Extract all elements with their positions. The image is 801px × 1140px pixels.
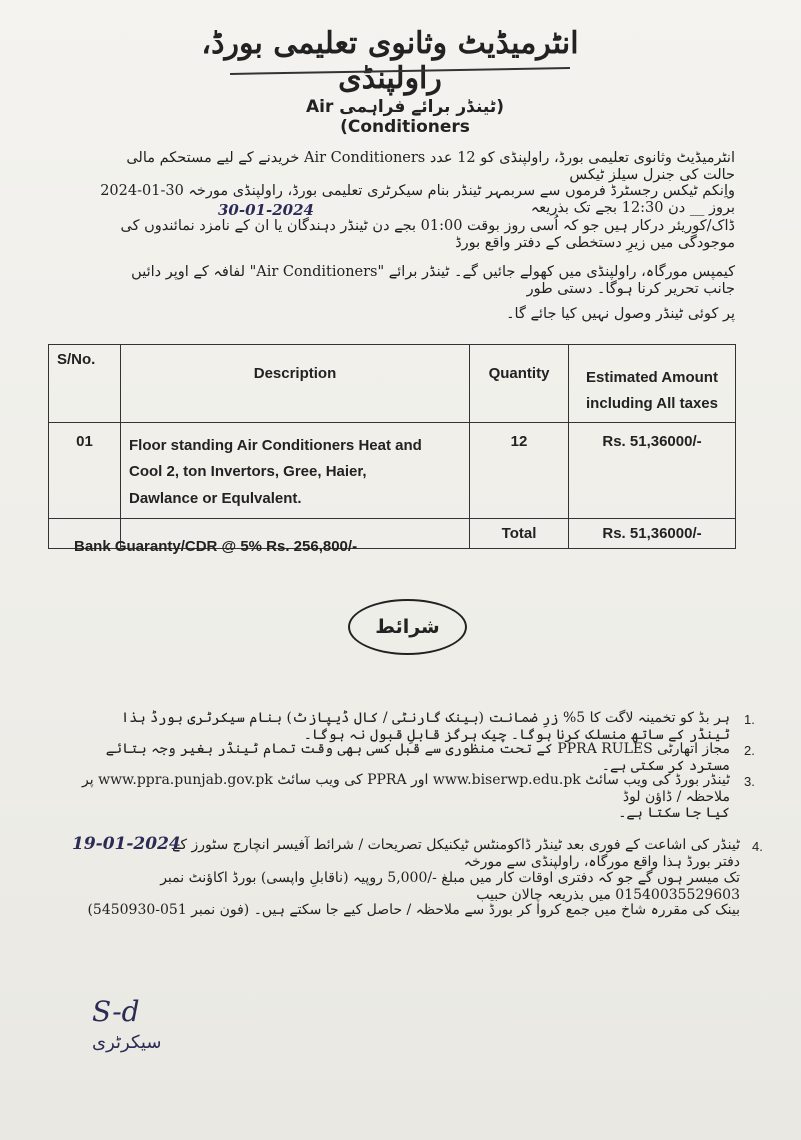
intro-line-4: کیمپس مورگاہ، راولپنڈی میں کھولے جائیں گے۔ ٹینڈر برائے "Air Conditioners" لفافہ کے اوپر دائیں جانب تحریر کرنا ہوگا۔ دستی طور — [131, 264, 735, 298]
condition-2-number: 2. — [744, 743, 755, 758]
handwritten-availability-date: 19-01-2024 — [72, 834, 181, 854]
condition-1: ہر بڈ کو تخمینہ لاگت کا 5% زرِ ضمانت (بینک گارنٹی / کال ڈیپازٹ) بنام سیکرٹری بورڈ ہذا ٹینڈر کے ساتھ منسلک کرنا ہوگا۔ چیک ہرگز قابلِ قبول نہ ہوگا۔ — [121, 710, 730, 743]
row-description: Floor standing Air Conditioners Heat and Cool 2, ton Invertors, Gree, Haier, Dawlance or Equlvalent. — [121, 423, 470, 519]
header-sno: S/No. — [49, 345, 121, 423]
condition-1-number: 1. — [744, 712, 755, 727]
condition-3-number: 3. — [744, 774, 755, 789]
total-amount: Rs. 51,36000/- — [569, 518, 736, 548]
condition-4-line-3: بینک کی مقررہ شاخ میں جمع کروا کر بورڈ سے ملاحظہ / حاصل کیے جا سکتے ہیں۔ (فون نمبر 051-5450930) — [87, 902, 740, 918]
row-sno: 01 — [49, 423, 121, 519]
conditions-heading — [348, 599, 467, 655]
condition-4-line-1: ٹینڈر کی اشاعت کے فوری بعد ٹینڈر ڈاکومنٹس ٹیکنیکل تصریحات / شرائط آفیسر انچارج سٹورز کے دفتر بورڈ ہذا واقع مورگاہ، راولپنڈی سے مورخہ — [172, 837, 740, 870]
tender-subtitle: (ٹینڈر برائے فراہمی Air Conditioners) — [306, 97, 504, 137]
header-description: Description — [121, 345, 470, 423]
condition-3-line-1: ٹینڈر بورڈ کی ویب سائٹ www.biserwp.edu.pk اور PPRA کی ویب سائٹ www.ppra.punjab.gov.pk پر ملاحظہ / ڈاؤن لوڈ — [82, 772, 730, 805]
condition-2: مجاز اتھارٹی PPRA RULES کے تحت منظوری سے قبل کسی بھی وقت تمام ٹینڈر بغیر وجہ بتائے مسترد کر سکتی ہے۔ — [105, 741, 730, 774]
tender-items-table — [48, 344, 736, 549]
conditions-heading-text: شرائط — [375, 616, 440, 638]
intro-line-5: پر کوئی ٹینڈر وصول نہیں کیا جائے گا۔ — [506, 306, 735, 322]
condition-4-number: 4. — [752, 839, 763, 854]
signature-mark: S-d — [92, 995, 140, 1028]
signatory-title: سیکرٹری — [92, 1032, 162, 1053]
bank-guarantee: Bank Guaranty/CDR @ 5% Rs. 256,800/- — [74, 538, 358, 555]
condition-4-line-2: تک میسر ہوں گے جو کہ دفتری اوقات کار میں مبلغ -/5,000 روپیہ (ناقابلِ واپسی) بورڈ اکاؤنٹ نمبر 01540035529603 میں بذریعہ چالان حبیب — [160, 870, 740, 903]
total-label: Total — [470, 518, 569, 548]
header-estimated-amount: Estimated Amount including All taxes — [569, 345, 736, 423]
intro-line-3: ڈاک/کوریئر درکار ہیں جو کہ اُسی روز بوقت 01:00 بجے دن ٹینڈر دہندگان یا ان کے نامزد نمائندوں کی موجودگی میں زیرِ دستخطی کے دفتر واقع بورڈ — [120, 218, 735, 252]
board-title: انٹرمیڈیٹ وثانوی تعلیمی بورڈ، راولپنڈی — [201, 26, 579, 96]
row-quantity: 12 — [470, 423, 569, 519]
intro-line-2: واِنکم ٹیکس رجسٹرڈ فرموں سے سربمہر ٹینڈر بنام سیکرٹری تعلیمی بورڈ، راولپنڈی مورخہ 30-01-2024 بروز __ دن 12:30 بجے تک بذریعہ — [100, 183, 735, 217]
table-header-row — [49, 345, 736, 423]
row-amount: Rs. 51,36000/- — [569, 423, 736, 519]
condition-3-line-2: کیا جا سکتا ہے۔ — [618, 805, 730, 821]
intro-line-1: انٹرمیڈیٹ وثانوی تعلیمی بورڈ، راولپنڈی کو 12 عدد Air Conditioners خریدنے کے لیے مستحکم مالی حالت کی جنرل سیلز ٹیکس — [126, 150, 735, 184]
header-quantity: Quantity — [470, 345, 569, 423]
table-row — [49, 423, 736, 519]
handwritten-closing-date: 30-01-2024 — [218, 201, 314, 219]
